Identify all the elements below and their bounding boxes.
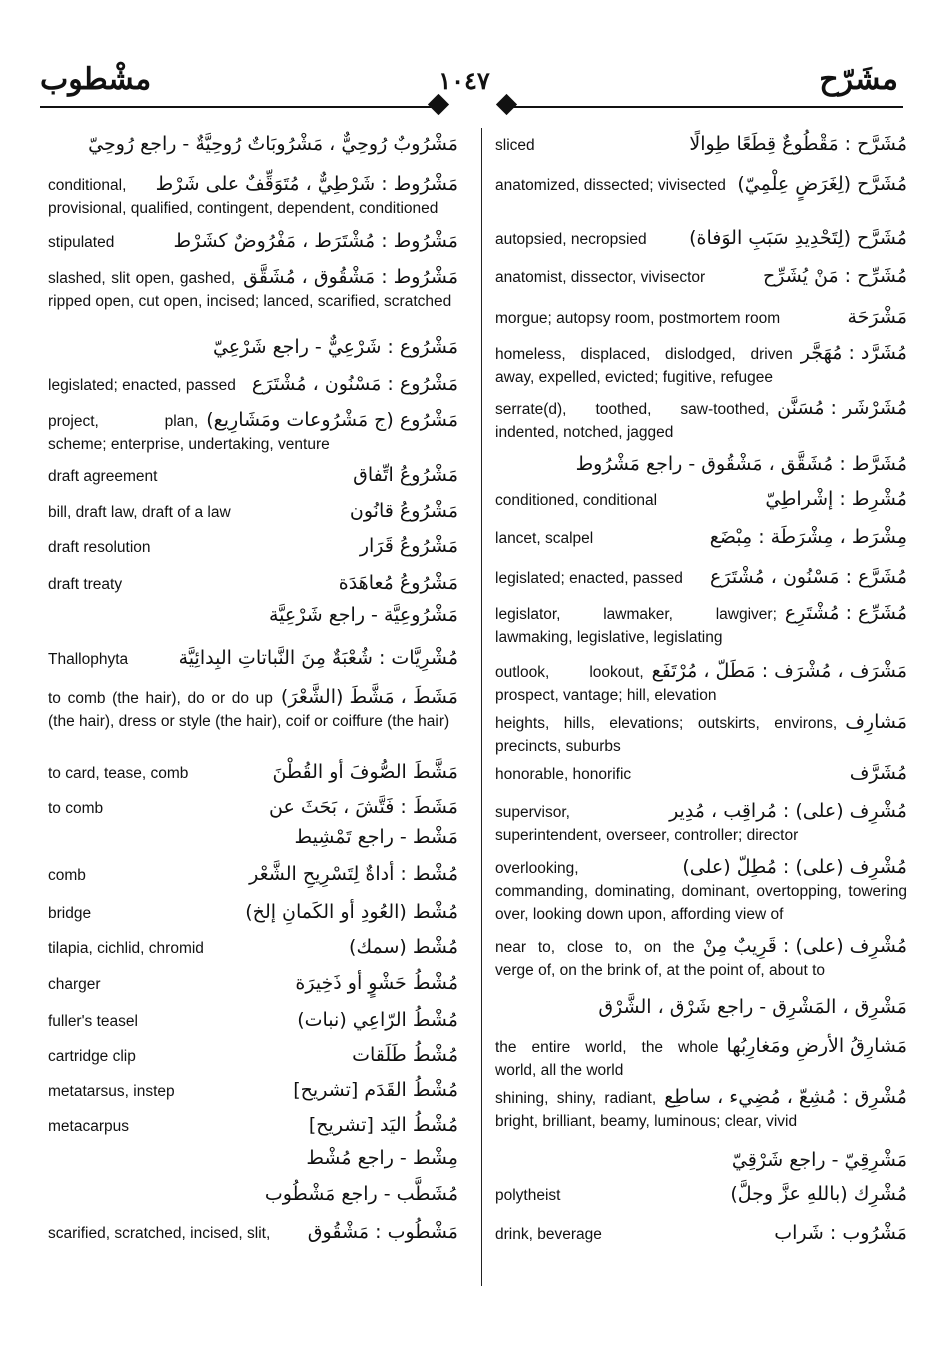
arabic-headword: مُشَرَّح (لِغَرَضٍ عِلْمِيّ) <box>737 173 907 195</box>
english-translation: conditioned, conditional <box>495 492 658 509</box>
english-translation: overlooking, commanding, dominating, dominant, overtopping, towering over, looking down upon, affording view of <box>495 860 907 923</box>
arabic-headword: مُشْرِق : مُشِعّ ، مُضِيء ، ساطِع <box>664 1086 907 1108</box>
english-translation: honorable, honorific <box>495 766 632 783</box>
page-number: ١٠٤٧ <box>438 66 490 95</box>
diamond-ornament-right <box>496 94 517 115</box>
english-translation: morgue; autopsy room, postmortem room <box>495 310 781 327</box>
arabic-headword: مَشْرُوع (ج مَشْرُوعات ومَشَارِيع) <box>206 409 458 431</box>
arabic-headword: مَشَّطَ الصُّوفَ أو القُطْنَ <box>272 761 458 783</box>
english-translation: slashed, slit open, gashed, ripped open, cut open, incised; lanced, scarified, scratched <box>48 270 452 310</box>
english-translation: anatomized, dissected; vivisected <box>495 177 726 194</box>
arabic-headword: مُشَرَّد : مُهَجَّر <box>800 342 907 364</box>
guide-word-left: مشْطوب <box>40 62 152 97</box>
arabic-headword: مُشْرِط : إشْراطِيّ <box>765 488 907 510</box>
arabic-headword: مَشَطَ ، مَشَّطَ (الشَّعْرَ) <box>280 686 458 708</box>
arabic-headword: مَشْط - راجع تَمْشِيط <box>294 826 458 848</box>
arabic-headword: مَشْرُوبٌ رُوحِيٌّ ، مَشْرُوبَاتٌ رُوحِيَّةٌ - راجع رُوحِيّ <box>88 133 458 155</box>
english-translation: lancet, scalpel <box>495 530 594 547</box>
arabic-headword: مُشَرَّح (لِتَحْدِيدِ سَبَبِ الوَفاة) <box>689 227 907 249</box>
english-translation: outlook, lookout, prospect, vantage; hill, elevation <box>495 664 717 704</box>
english-translation: bill, draft law, draft of a law <box>48 504 231 521</box>
arabic-headword: مَشْرِقِيّ - راجع شَرْقِيّ <box>731 1149 907 1171</box>
arabic-headword: مِشْط - راجع مُشْط <box>306 1147 458 1169</box>
english-translation: near to, close to, on the verge of, on the brink of, at the point of, about to <box>495 939 826 979</box>
arabic-headword: مَشْرُوط : مُشْتَرَط ، مَفْرُوضٌ كشَرْط <box>173 230 458 252</box>
english-translation: the entire world, the whole world, all the world <box>495 1039 719 1079</box>
header-rule-left <box>40 106 435 108</box>
english-translation: comb <box>48 867 86 884</box>
arabic-headword: مَشْرُوعِيَّة - راجع شَرْعِيَّة <box>269 604 458 626</box>
arabic-headword: مُشَرْشَر : مُسَنَّن <box>777 397 907 419</box>
arabic-headword: مُشْطُ اليَد [تشريح] <box>308 1114 458 1136</box>
arabic-headword: مُشْط (العُودِ أو الكَمانِ إلخ) <box>245 901 458 923</box>
arabic-headword: مُشْطُ الرّاعِي (نبات) <box>297 1009 458 1031</box>
english-translation: to card, tease, comb <box>48 765 189 782</box>
arabic-headword: مُشْطُ طَلَقات <box>352 1044 458 1066</box>
arabic-headword: مَشْرُوط : شَرْطِيٌّ ، مُتَوَقِّفٌ على شَرْط <box>155 173 458 195</box>
arabic-headword: مَشْرَحَة <box>847 306 907 328</box>
arabic-headword: مُشْرِيَّات : شُعْبَةٌ مِنَ النَّباتاتِ البِدائِيَّة <box>178 647 458 669</box>
english-translation: legislator, lawmaker, lawgiver; lawmaking, legislative, legislating <box>495 606 777 646</box>
english-translation: legislated; enacted, passed <box>495 570 683 587</box>
arabic-headword: مُشَرَّف <box>849 762 907 784</box>
english-translation: fuller's teasel <box>48 1013 138 1030</box>
arabic-headword: مَشارِف <box>845 711 907 733</box>
english-translation: supervisor, superintendent, overseer, controller; director <box>495 804 799 844</box>
arabic-headword: مُشَرِّح : مَنْ يُشَرِّح <box>762 265 907 287</box>
arabic-headword: مُشْرِف (على) : مُراقِب ، مُدِير <box>669 800 907 822</box>
arabic-headword: مُشَرِّع : مُشْتَرِع <box>784 602 907 624</box>
diamond-ornament-left <box>428 94 449 115</box>
column-divider <box>481 128 482 1286</box>
arabic-headword: مُشْطُ القَدَم [تشريح] <box>293 1079 458 1101</box>
english-translation: heights, hills, elevations; outskirts, environs, precincts, suburbs <box>495 715 838 755</box>
english-translation: to comb <box>48 800 104 817</box>
arabic-headword: مَشْرَف ، مُشْرَف : مَطَلّ ، مُرْتَفَع <box>651 660 907 682</box>
arabic-headword: مَشْرُوب : شَراب <box>774 1222 907 1244</box>
arabic-headword: مَشْرُوعُ اتِّفاق <box>353 464 458 486</box>
english-translation: to comb (the hair), do or do up (the hair), dress or style (the hair), coif or coiffure (the hair) <box>48 690 450 730</box>
arabic-headword: مُشْطُ حَشْوٍ أو ذَخِيرَة <box>295 972 458 994</box>
english-translation: serrate(d), toothed, saw-toothed, indented, notched, jagged <box>495 401 770 441</box>
english-translation: stipulated <box>48 234 115 251</box>
english-translation: sliced <box>495 137 535 154</box>
arabic-headword: مُشْط (سمك) <box>349 936 458 958</box>
english-translation: tilapia, cichlid, chromid <box>48 940 204 957</box>
english-translation: polytheist <box>495 1187 561 1204</box>
arabic-headword: مُشْرِك (باللهِ عزَّ وجلَّ) <box>730 1183 907 1205</box>
arabic-headword: مَشْرُوعُ مُعاهَدَة <box>338 572 458 594</box>
arabic-headword: مِشْرَط ، مِشْرَطَة : مِبْضَع <box>709 526 907 548</box>
english-translation: project, plan, scheme; enterprise, undertaking, venture <box>48 413 330 453</box>
arabic-headword: مُشَرَّع : مَسْنُون ، مُشْتَرَع <box>710 566 907 588</box>
english-translation: metatarsus, instep <box>48 1083 175 1100</box>
arabic-headword: مُشَرَّح : مَقْطُوعٌ قِطَعًا طِوالًا <box>689 133 907 155</box>
arabic-headword: مُشْط : أداةٌ لِتَسْرِيحِ الشَّعْر <box>249 863 458 885</box>
english-translation: scarified, scratched, incised, slit, <box>48 1225 271 1242</box>
arabic-headword: مَشْرِق ، المَشْرِق - راجع شَرْق ، الشَّرْق <box>598 996 907 1018</box>
arabic-headword: مَشْرُوعُ قَرَار <box>359 535 458 557</box>
arabic-headword: مُشَطَّب - راجع مَشْطُوب <box>264 1183 458 1205</box>
english-translation: metacarpus <box>48 1118 129 1135</box>
arabic-headword: مَشْطُوب : مَشْقُوق <box>307 1221 458 1243</box>
english-translation: homeless, displaced, dislodged, driven away, expelled, evicted; fugitive, refugee <box>495 346 793 386</box>
english-translation: anatomist, dissector, vivisector <box>495 269 706 286</box>
arabic-headword: مُشْرِف (على) : مُطِلّ (على) <box>682 856 907 878</box>
header-rule-right <box>507 106 903 108</box>
english-translation: cartridge clip <box>48 1048 136 1065</box>
arabic-headword: مَشْرُوعُ قانُون <box>349 500 458 522</box>
guide-word-right: مشَرّح <box>819 62 898 97</box>
arabic-headword: مُشَرَّط : مُشَقَّق ، مَشْقُوق - راجع مَشْرُوط <box>575 453 907 475</box>
arabic-headword: مُشْرِف (على) : قَرِيبٌ مِنْ <box>702 935 907 957</box>
english-translation: Thallophyta <box>48 651 129 668</box>
english-translation: drink, beverage <box>495 1226 602 1243</box>
arabic-headword: مَشارِقُ الأرضِ ومَغارِبُها <box>726 1035 907 1057</box>
arabic-headword: مَشْرُوط : مَشْقُوق ، مُشَقَّق <box>243 266 458 288</box>
english-translation: bridge <box>48 905 92 922</box>
english-translation: draft agreement <box>48 468 158 485</box>
arabic-headword: مَشَطَ : فَتَّشَ ، بَحَثَ عن <box>269 796 458 818</box>
arabic-headword: مَشْرُوع : شَرْعِيٌّ - راجع شَرْعِيّ <box>212 336 458 358</box>
english-translation: conditional, provisional, qualified, contingent, dependent, conditioned <box>48 177 439 217</box>
english-translation: draft resolution <box>48 539 151 556</box>
english-translation: shining, shiny, radiant, bright, brilliant, beamy, luminous; clear, vivid <box>495 1090 798 1130</box>
arabic-headword: مَشْرُوع : مَسْنُون ، مُشْتَرَع <box>251 373 458 395</box>
english-translation: legislated; enacted, passed <box>48 377 236 394</box>
english-translation: autopsied, necropsied <box>495 231 647 248</box>
english-translation: charger <box>48 976 101 993</box>
english-translation: draft treaty <box>48 576 123 593</box>
